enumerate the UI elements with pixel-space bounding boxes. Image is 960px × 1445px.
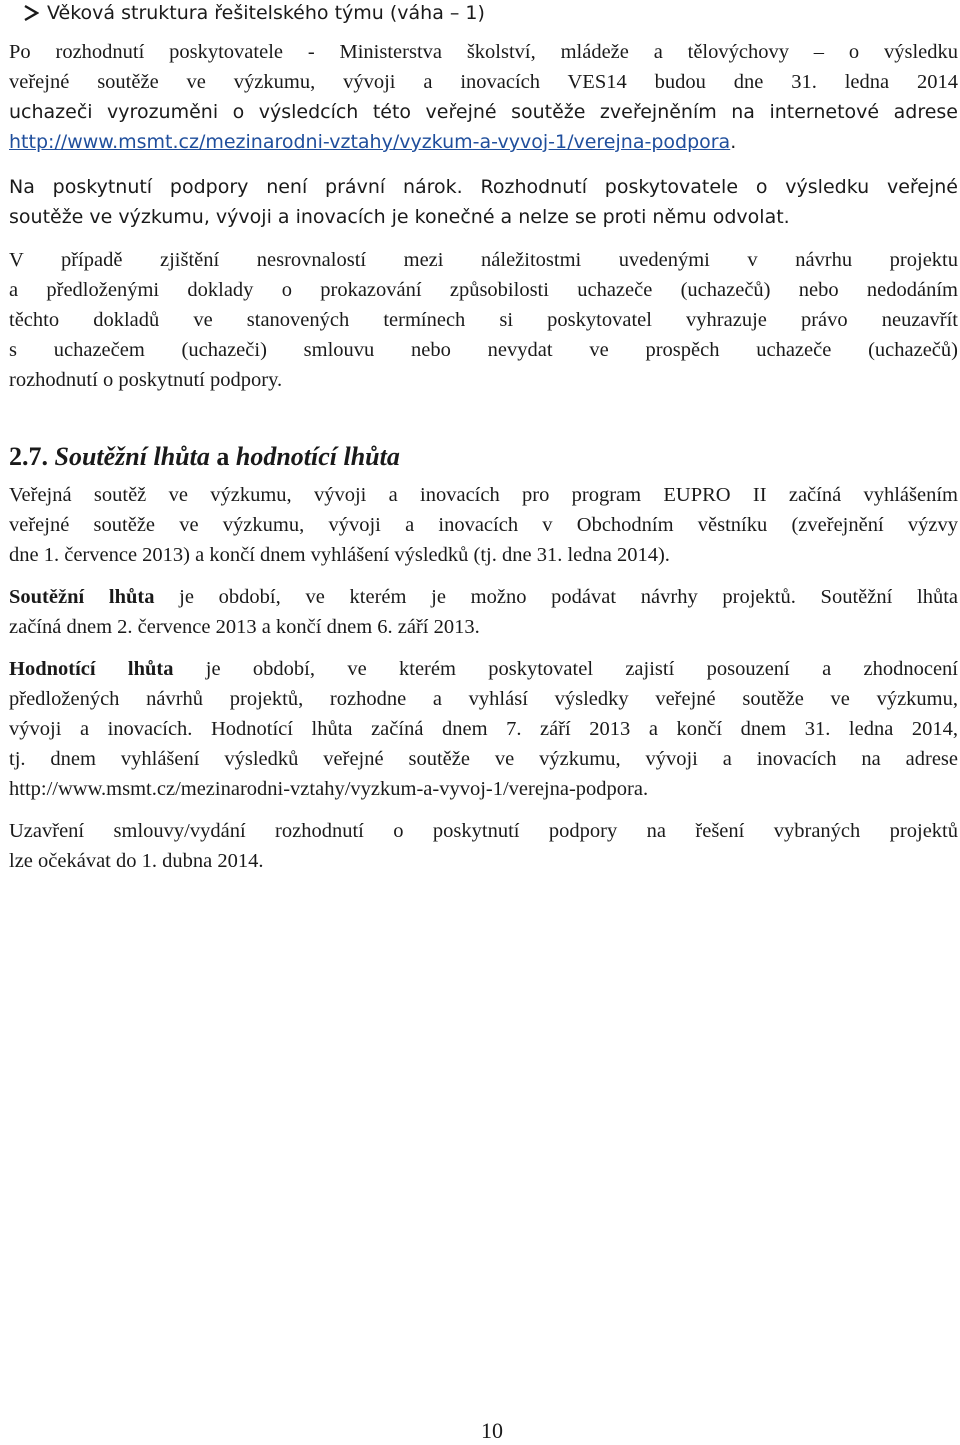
text-line: začíná dnem 2. července 2013 a končí dnem 6. září 2013.: [9, 616, 480, 638]
text-line: [9, 127, 958, 157]
bold-term: Hodnotící lhůta: [9, 658, 174, 680]
paragraph-submission-period: [9, 582, 958, 642]
text-line: V případě zjištění nesrovnalostí mezi náležitostmi uvedenými v návrhu projektu: [9, 249, 958, 271]
msmt-link[interactable]: http://www.msmt.cz/mezinarodni-vztahy/vyzkum-a-vyvoj-1/verejna-podpora: [9, 131, 731, 153]
text-line: a předloženými doklady o prokazování způsobilosti uchazeče (uchazečů) nebo nedodáním: [9, 279, 958, 301]
section-heading: [9, 440, 400, 474]
paragraph-evaluation-period: [9, 654, 958, 804]
paragraph-results-notice: [9, 37, 958, 157]
page-number: 10: [481, 1418, 503, 1443]
paragraph-contract-expectation: [9, 816, 958, 876]
text-line: lze očekávat do 1. dubna 2014.: [9, 850, 264, 872]
text-line: veřejné soutěže ve výzkumu, vývoji a inovacích v Obchodním věstníku (zveřejnění výzvy: [9, 514, 958, 536]
paragraph-competition-period: [9, 480, 958, 570]
heading-part-1: Soutěžní lhůta: [54, 442, 210, 471]
arrow-bullet-icon: [23, 0, 47, 26]
heading-part-2: hodnotící lhůta: [235, 442, 400, 471]
text-line: tj. dnem vyhlášení výsledků veřejné soutěže ve výzkumu, vývoji a inovacích na adrese: [9, 748, 958, 770]
text-line: těchto dokladů ve stanovených termínech si poskytovatel vyhrazuje právo neuzavřít: [9, 309, 958, 331]
text-line: Uzavření smlouvy/vydání rozhodnutí o poskytnutí podpory na řešení vybraných projektů: [9, 820, 958, 842]
text-line: dne 1. července 2013) a končí dnem vyhlášení výsledků (tj. dne 31. ledna 2014).: [9, 544, 670, 566]
text-line: rozhodnutí o poskytnutí podpory.: [9, 369, 283, 391]
text-line: Soutěžní lhůta je období, ve kterém je možno podávat návrhy projektů. Soutěžní lhůta: [9, 586, 958, 608]
link-suffix: .: [730, 131, 737, 153]
text-line: Veřejná soutěž ve výzkumu, vývoji a inovacích pro program EUPRO II začíná vyhlášením: [9, 484, 958, 506]
text-line: vývoji a inovacích. Hodnotící lhůta začíná dnem 7. září 2013 a končí dnem 31. ledna 2014,: [9, 718, 958, 740]
paragraph-legal-claim: [9, 172, 958, 232]
text-line: Po rozhodnutí poskytovatele - Ministerstva školství, mládeže a tělovýchovy – o výsledku: [9, 41, 958, 63]
text-line: veřejné soutěže ve výzkumu, vývoji a inovacích VES14 budou dne 31. ledna 2014: [9, 71, 958, 93]
bold-term: Soutěžní lhůta: [9, 586, 155, 608]
bullet-text: Věková struktura řešitelského týmu (váha – 1): [47, 2, 485, 24]
text-line: http://www.msmt.cz/mezinarodni-vztahy/vyzkum-a-vyvoj-1/verejna-podpora.: [9, 778, 649, 800]
heading-joiner: a: [216, 442, 230, 471]
text-line: Na poskytnutí podpory není právní nárok. Rozhodnutí poskytovatele o výsledku veřejné: [9, 176, 958, 198]
text-line: soutěže ve výzkumu, vývoji a inovacích je konečné a nelze se proti němu odvolat.: [9, 206, 790, 228]
bullet-item: [9, 0, 709, 26]
text-line: uchazeči vyrozuměni o výsledcích této veřejné soutěže zveřejněním na internetové adrese: [9, 101, 958, 123]
text-line: s uchazečem (uchazeči) smlouvu nebo nevydat ve prospěch uchazeče (uchazečů): [9, 339, 958, 361]
paragraph-discrepancies: [9, 245, 958, 395]
text-line: předložených návrhů projektů, rozhodne a vyhlásí výsledky veřejné soutěže ve výzkumu,: [9, 688, 958, 710]
text-line: Hodnotící lhůta je období, ve kterém poskytovatel zajistí posouzení a zhodnocení: [9, 658, 958, 680]
section-number: 2.7.: [9, 442, 48, 471]
